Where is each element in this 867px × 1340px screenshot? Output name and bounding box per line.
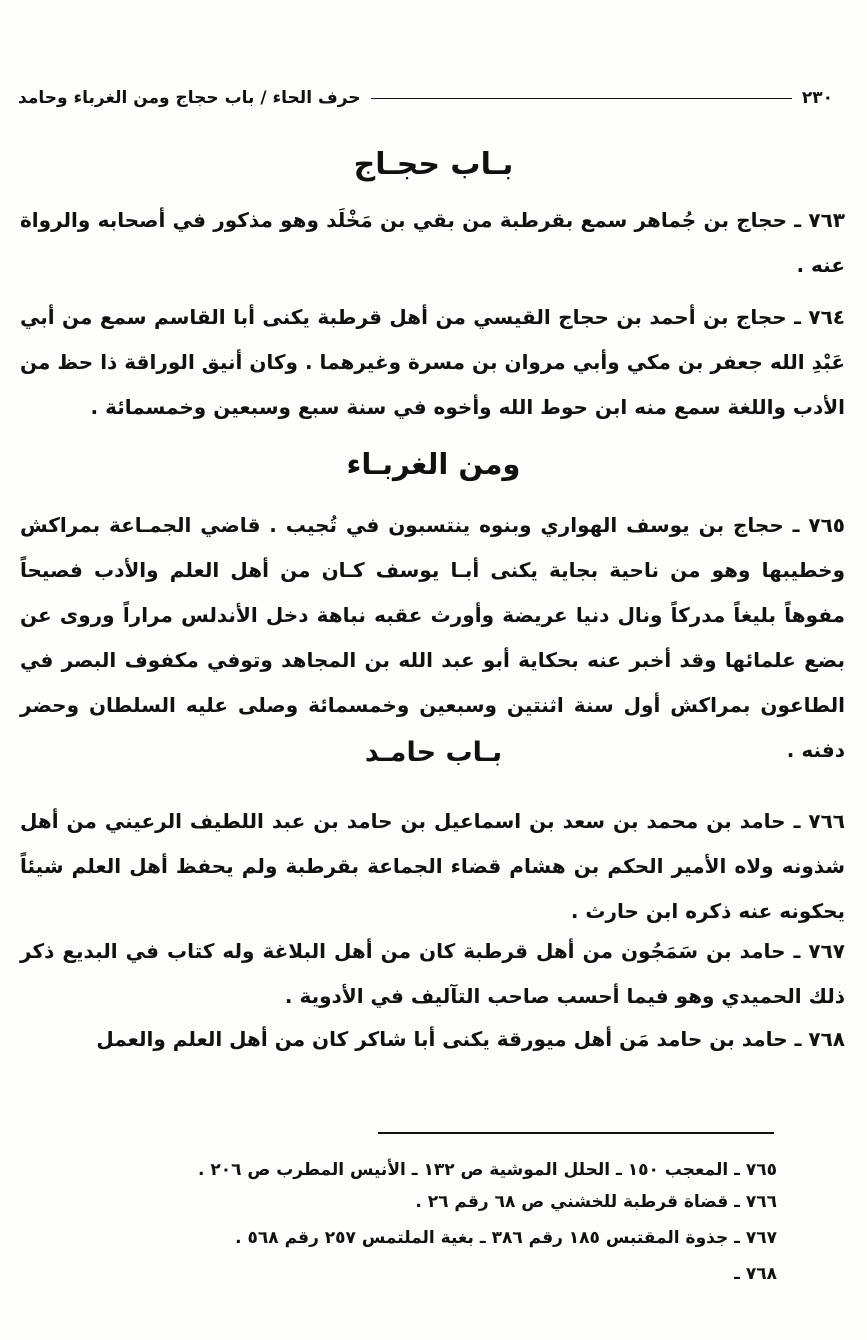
running-title: حرف الحاء / باب حجاج ومن الغرباء وحامد	[18, 88, 361, 108]
page-number: ٢٣٠	[801, 88, 833, 108]
section-heading-hajjaj: بـاب حجـاج	[353, 147, 514, 182]
entry-764: ٧٦٤ ـ حجاج بن أحمد بن حجاج القيسي من أهل قرطبة يكنى أبا القاسم سمع من أبي عَبْدِ الله جعفر بن مكي وأبي مروان بن مسرة وغيرهما . وكان أنيق الوراقة ذا حظ من الأدب واللغة سمع منه ابن حوط الله وأخوه في سنة سبع وسبعين وخمسمائة .	[20, 305, 845, 419]
section-heading-strangers: ومن الغربـاء	[346, 447, 521, 481]
section-heading-hamid: بـاب حامـد	[364, 737, 503, 768]
footnote-768: ٧٦٨ ـ	[734, 1264, 777, 1284]
entry-767: ٧٦٧ ـ حامد بن سَمَجُون من أهل قرطبة كان من أهل البلاغة وله كتاب في البديع ذكر ذلك الحميدي وهو فيما أحسب صاحب التآليف في الأدوية .	[20, 939, 845, 1008]
footnote-767: ٧٦٧ ـ جذوة المقتبس ١٨٥ رقم ٣٨٦ ـ بغية الملتمس ٢٥٧ رقم ٥٦٨ .	[235, 1228, 777, 1248]
header-rule	[371, 98, 792, 99]
footnote-766: ٧٦٦ ـ قضاة قرطبة للخشني ص ٦٨ رقم ٢٦ .	[415, 1192, 777, 1212]
entry-768: ٧٦٨ ـ حامد بن حامد مَن أهل ميورقة يكنى أبا شاكر كان من أهل العلم والعمل	[96, 1027, 845, 1051]
entry-763: ٧٦٣ ـ حجاج بن جُماهر سمع بقرطبة من بقي بن مَخْلَد وهو مذكور في أصحابه والرواة عنه .	[20, 208, 845, 277]
entry-766: ٧٦٦ ـ حامد بن محمد بن سعد بن اسماعيل بن حامد بن عبد اللطيف الرعيني من أهل شذونه ولاه الأمير الحكم بن هشام قضاء الجماعة بقرطبة ولم يحفظ أهل العلم شيئاً يحكونه عنه ذكره ابن حارث .	[20, 809, 845, 923]
running-header	[18, 88, 833, 108]
footnote-separator	[378, 1132, 774, 1134]
entry-765: ٧٦٥ ـ حجاج بن يوسف الهواري وبنوه ينتسبون في تُجيب . قاضي الجمـاعة بمراكش وخطيبها وهو من ناحية بجاية يكنى أبـا يوسف كـان من أهل العلم والأدب فصيحاً مفوهاً بليغاً مدركاً ونال دنيا عريضة وأورث عقبه نباهة دخل الأندلس مراراً وروى عن بضع علمائها وقد أخبر عنه بحكاية أبو عبد الله بن المجاهد وتوفي مكفوف البصر في الطاعون بمراكش أول سنة اثنتين وسبعين وخمسمائة وصلى عليه السلطان وحضر دفنه .	[20, 513, 845, 762]
footnote-765: ٧٦٥ ـ المعجب ١٥٠ ـ الحلل الموشية ص ١٣٢ ـ الأنيس المطرب ص ٢٠٦ .	[197, 1160, 777, 1180]
